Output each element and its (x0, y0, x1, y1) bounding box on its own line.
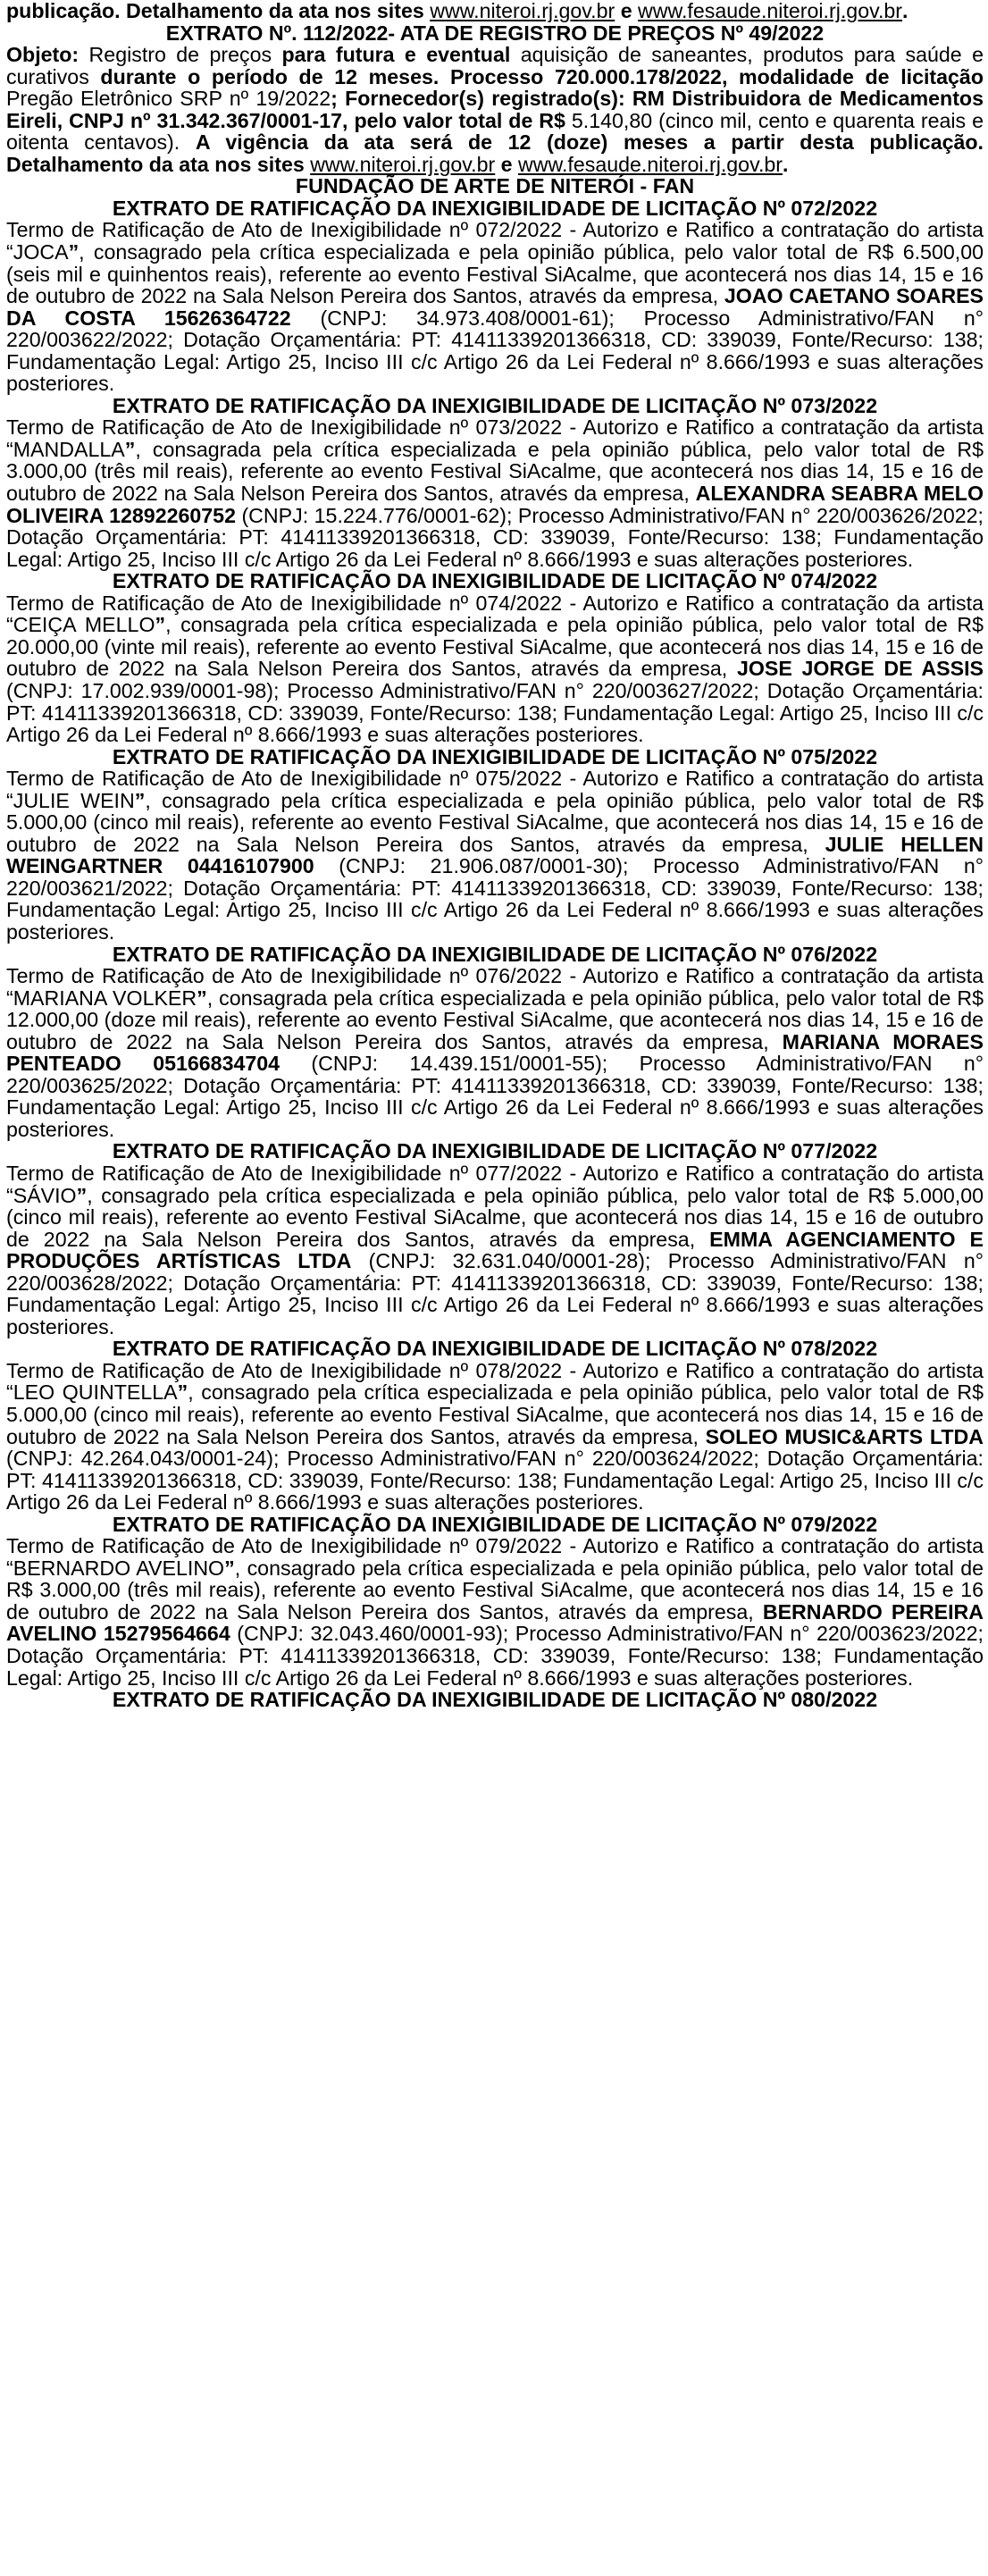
bold-text: MARIANA MORAES PENTEADO 05166834704 (6, 1029, 984, 1076)
text-run: Termo de Ratificação de Ato de Inexigibilidade nº 078/2022 - Autorizo e Ratifico a contratação do artista “LEO QUINTELLA (6, 1358, 984, 1405)
text-run: aquisição de saneantes, produtos para saúde e curativos (6, 43, 984, 88)
text-run: Termo de Ratificação de Ato de Inexigibilidade nº 075/2022 - Autorizo e Ratifico a contratação do artista “JULIE WEIN (6, 767, 984, 812)
bold-text: ” (155, 613, 166, 637)
bold-text: ALEXANDRA SEABRA MELO OLIVEIRA 12892260752 (6, 482, 984, 527)
bold-text: JULIE HELLEN WEINGARTNER 04416107900 (6, 832, 984, 878)
body-paragraph (6, 1360, 984, 1514)
text-run: , consagrado pela crítica especializada e pela opinião pública, pelo valor total de R$ 6.500,00 (seis mil e quinhentos reais), referente ao evento Festival SiAcalme, que acontecerá nos dias 14, 15 e 16 de outubro de 2022 na Sala Nelson Pereira dos Santos, através da empresa, (6, 240, 984, 308)
body-paragraph (6, 416, 984, 570)
body-paragraph (6, 592, 984, 746)
bold-text: ” (224, 1556, 235, 1580)
text-run: Registro de preços (79, 43, 282, 67)
text-run: , consagrada pela crítica especializada e pela opinião pública, pelo valor total de R$ 12.000,00 (doze mil reais), referente ao evento Festival SiAcalme, que acontecerá nos dias 14, 15 e 16 de outubro de 2022 na Sala Nelson Pereira dos Santos, através da empresa, (6, 986, 984, 1053)
bold-text: ” (134, 788, 146, 812)
bold-text: JOAO CAETANO SOARES DA COSTA 15626364722 (6, 284, 984, 330)
text-run: (CNPJ: 17.002.939/0001-98); Processo Administrativo/FAN n° 220/003627/2022; Dotação Orçamentária: PT: 41411339201366318, CD: 339039, Fonte/Recurso: 138; Fundamentação Legal: Artigo 25, Inciso III c/c Artigo 26 da Lei Federal nº 8.666/1993 e suas alterações posteriores. (6, 678, 984, 747)
text-run: (CNPJ: 21.906.087/0001-30); Processo Administrativo/FAN n° 220/003621/2022; Dotação Orçamentária: PT: 41411339201366318, CD: 339039, Fonte/Recurso: 138; Fundamentação Legal: Artigo 25, Inciso III c/c Artigo 26 da Lei Federal nº 8.666/1993 e suas alterações posteriores. (6, 854, 984, 944)
text-run: (CNPJ: 32.043.460/0001-93); Processo Administrativo/FAN n° 220/003623/2022; Dotação Orçamentária: PT: 41411339201366318, CD: 339039, Fonte/Recurso: 138; Fundamentação Legal: Artigo 25, Inciso III c/c Artigo 26 da Lei Federal nº 8.666/1993 e suas alterações posteriores. (6, 1622, 984, 1690)
section-heading: EXTRATO DE RATIFICAÇÃO DA INEXIGIBILIDADE DE LICITAÇÃO Nº 080/2022 (112, 1688, 878, 1712)
text-run: (CNPJ: 15.224.776/0001-62); Processo Administrativo/FAN n° 220/003626/2022; Dotação Orçamentária: PT: 41411339201366318, CD: 339039, Fonte/Recurso: 138; Fundamentação Legal: Artigo 25, Inciso III c/c Artigo 26 da Lei Federal nº 8.666/1993 e suas alterações posteriores. (6, 503, 984, 571)
text-run: (CNPJ: 32.631.040/0001-28); Processo Administrativo/FAN n° 220/003628/2022; Dotação Orçamentária: PT: 41411339201366318, CD: 339039, Fonte/Recurso: 138; Fundamentação Legal: Artigo 25, Inciso III c/c Artigo 26 da Lei Federal nº 8.666/1993 e suas alterações posteriores. (6, 1249, 984, 1338)
text-run: , consagrada pela crítica especializada e pela opinião pública, pelo valor total de R$ 3.000,00 (três mil reais), referente ao evento Festival SiAcalme, que acontecerá nos dias 14, 15 e 16 de outubro de 2022 na Sala Nelson Pereira dos Santos, através da empresa, (6, 437, 984, 506)
section-heading: EXTRATO DE RATIFICAÇÃO DA INEXIGIBILIDADE DE LICITAÇÃO Nº 076/2022 (112, 942, 878, 966)
bold-text: durante o período de 12 meses. Processo 720.000.178/2022, modalidade de licitação (100, 64, 984, 88)
text-run: , consagrado pela crítica especializada e pela opinião pública, pelo valor total de R$ 5.000,00 (cinco mil reais), referente ao evento Festival SiAcalme, que acontecerá nos dias 14, 15 e 16 de outubro de 2022 na Sala Nelson Pereira dos Santos, através da empresa, (6, 1183, 984, 1251)
text-run: Termo de Ratificação de Ato de Inexigibilidade nº 077/2022 - Autorizo e Ratifico a contratação do artista “SÁVIO (6, 1161, 984, 1207)
section-heading: EXTRATO DE RATIFICAÇÃO DA INEXIGIBILIDADE DE LICITAÇÃO Nº 078/2022 (112, 1337, 878, 1361)
bold-text: EMMA AGENCIAMENTO E PRODUÇÕES ARTÍSTICAS LTDA (6, 1227, 984, 1273)
bold-text: SOLEO MUSIC&ARTS LTDA (705, 1424, 984, 1448)
body-paragraph (6, 44, 984, 175)
text-run: Termo de Ratificação de Ato de Inexigibilidade nº 073/2022 - Autorizo e Ratifico a contratação da artista “MANDALLA (6, 415, 984, 461)
website-link[interactable]: www.fesaude.niteroi.rj.gov.br (638, 0, 903, 22)
text-run: Pregão Eletrônico SRP nº 19/2022 (6, 87, 331, 111)
text-run: (CNPJ: 34.973.408/0001-61); Processo Administrativo/FAN n° 220/003622/2022; Dotação Orçamentária: PT: 41411339201366318, CD: 339039, Fonte/Recurso: 138; Fundamentação Legal: Artigo 25, Inciso III c/c Artigo 26 da Lei Federal nº 8.666/1993 e suas alterações posteriores. (6, 306, 984, 396)
bold-text: publicação. Detalhamento da ata nos sites (6, 0, 431, 22)
body-paragraph (6, 1535, 984, 1689)
bold-text: BERNARDO PEREIRA AVELINO 15279564664 (6, 1599, 984, 1646)
section-heading: FUNDAÇÃO DE ARTE DE NITERÓI - FAN (295, 174, 695, 198)
bold-text: . (783, 152, 789, 176)
body-paragraph (6, 965, 984, 1140)
section-heading: EXTRATO DE RATIFICAÇÃO DA INEXIGIBILIDADE DE LICITAÇÃO Nº 072/2022 (112, 196, 878, 220)
text-run: Termo de Ratificação de Ato de Inexigibilidade nº 076/2022 - Autorizo e Ratifico a contratação da artista “MARIANA VOLKER (6, 964, 984, 1010)
bold-text: e (495, 152, 519, 176)
section-heading: EXTRATO DE RATIFICAÇÃO DA INEXIGIBILIDADE DE LICITAÇÃO Nº 073/2022 (112, 393, 878, 417)
bold-text: ” (197, 986, 207, 1010)
website-link[interactable]: www.niteroi.rj.gov.br (430, 0, 615, 22)
body-paragraph (6, 1162, 984, 1338)
text-run: (CNPJ: 14.439.151/0001-55); Processo Administrativo/FAN n° 220/003625/2022; Dotação Orçamentária: PT: 41411339201366318, CD: 339039, Fonte/Recurso: 138; Fundamentação Legal: Artigo 25, Inciso III c/c Artigo 26 da Lei Federal nº 8.666/1993 e suas alterações posteriores. (6, 1052, 984, 1141)
text-run: , consagrada pela crítica especializada e pela opinião pública, pelo valor total de R$ 20.000,00 (vinte mil reais), referente ao evento Festival SiAcalme, que acontecerá nos dias 14, 15 e 16 de outubro de 2022 na Sala Nelson Pereira dos Santos, através da empresa, (6, 613, 984, 681)
text-run: 5.140,80 (cinco mil, cento e quarenta reais e oitenta centavos). (6, 108, 984, 155)
section-heading: EXTRATO DE RATIFICAÇÃO DA INEXIGIBILIDADE DE LICITAÇÃO Nº 079/2022 (112, 1512, 878, 1536)
bold-text: JOSE JORGE DE ASSIS (736, 657, 984, 681)
section-heading: EXTRATO DE RATIFICAÇÃO DA INEXIGIBILIDADE DE LICITAÇÃO Nº 074/2022 (112, 569, 878, 593)
text-run: , consagrado pela crítica especializada e pela opinião pública, pelo valor total de R$ 3.000,00 (três mil reais), referente ao evento Festival SiAcalme, que acontecerá nos dias 14, 15 e 16 de outubro de 2022 na Sala Nelson Pereira dos Santos, através da empresa, (6, 1556, 984, 1624)
bold-text: A vigência da ata será de 12 (doze) meses a partir desta publicação. Detalhamento da ata nos sites (6, 130, 984, 176)
bold-text: para futura e eventual (281, 43, 511, 67)
section-heading: EXTRATO DE RATIFICAÇÃO DA INEXIGIBILIDADE DE LICITAÇÃO Nº 075/2022 (112, 744, 878, 768)
text-run: Termo de Ratificação de Ato de Inexigibilidade nº 072/2022 - Autorizo e Ratifico a contratação do artista “JOCA (6, 218, 984, 264)
body-paragraph (6, 219, 984, 394)
website-link[interactable]: www.niteroi.rj.gov.br (310, 152, 496, 176)
bold-text: e (615, 0, 639, 22)
bold-text: ” (177, 1380, 188, 1405)
bold-text: ; Fornecedor(s) registrado(s): RM Distribuidora de Medicamentos Eireli, CNPJ nº 31.342.367/0001-17, pelo valor total de R$ (6, 87, 984, 132)
text-run: Termo de Ratificação de Ato de Inexigibilidade nº 079/2022 - Autorizo e Ratifico a contratação do artista “BERNARDO AVELINO (6, 1534, 984, 1580)
text-run: Termo de Ratificação de Ato de Inexigibilidade nº 074/2022 - Autorizo e Ratifico a contratação da artista “CEIÇA MELLO (6, 591, 984, 637)
bold-text: ” (76, 1183, 88, 1207)
text-run: , consagrado pela crítica especializada e pela opinião pública, pelo valor total de R$ 5.000,00 (cinco mil reais), referente ao evento Festival SiAcalme, que acontecerá nos dias 14, 15 e 16 de outubro de 2022 na Sala Nelson Pereira dos Santos, através da empresa, (6, 1380, 984, 1448)
text-run: , consagrado pela crítica especializada e pela opinião pública, pelo valor total de R$ 5.000,00 (cinco mil reais), referente ao evento Festival SiAcalme, que acontecerá nos dias 14, 15 e 16 de outubro de 2022 na Sala Nelson Pereira dos Santos, através da empresa, (6, 788, 984, 856)
bold-text: ” (68, 240, 80, 264)
section-heading: EXTRATO Nº. 112/2022- ATA DE REGISTRO DE PREÇOS Nº 49/2022 (165, 21, 825, 45)
website-link[interactable]: www.fesaude.niteroi.rj.gov.br (518, 152, 783, 176)
bold-text: Objeto: (6, 43, 80, 67)
bold-text: ” (124, 437, 136, 461)
text-run: (CNPJ: 42.264.043/0001-24); Processo Administrativo/FAN n° 220/003624/2022; Dotação Orçamentária: PT: 41411339201366318, CD: 339039, Fonte/Recurso: 138; Fundamentação Legal: Artigo 25, Inciso III c/c Artigo 26 da Lei Federal nº 8.666/1993 e suas alterações posteriores. (6, 1447, 984, 1515)
section-heading: EXTRATO DE RATIFICAÇÃO DA INEXIGIBILIDADE DE LICITAÇÃO Nº 077/2022 (112, 1139, 878, 1163)
bold-text: . (902, 0, 908, 22)
body-paragraph (6, 768, 984, 943)
body-paragraph (6, 0, 984, 22)
